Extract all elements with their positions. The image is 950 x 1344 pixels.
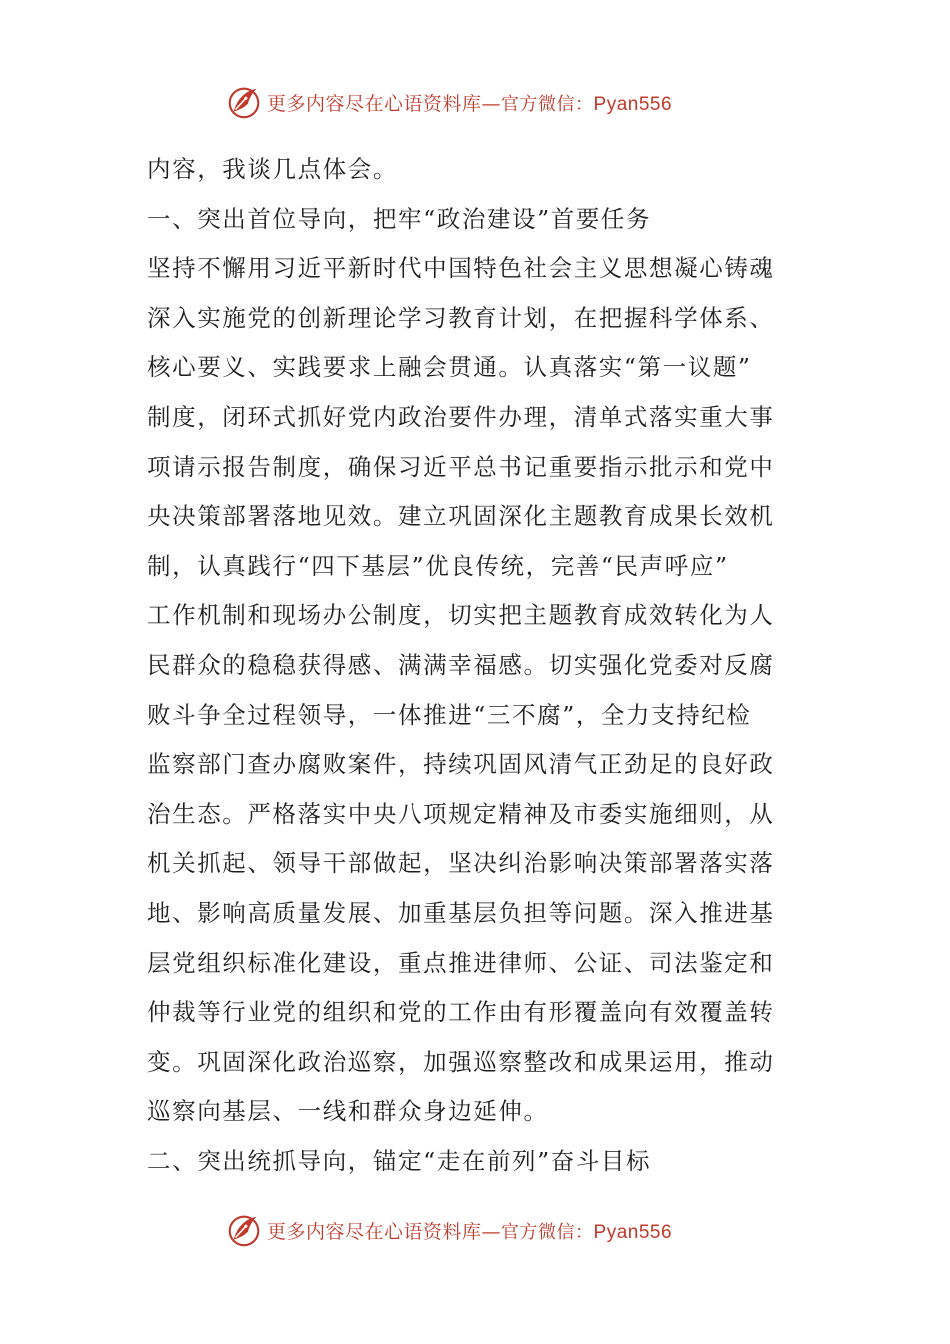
body-line: 治生态。严格落实中央八项规定精神及市委实施细则，从 [147,799,775,828]
header-banner [225,82,745,122]
section-heading-1: 一、突出首位导向，把牢“政治建设”首要任务 [147,204,652,233]
body-line: 巡察向基层、一线和群众身边延伸。 [147,1097,549,1126]
body-line: 地、影响高质量发展、加重基层负担等问题。深入推进基 [147,898,775,927]
body-line: 制度，闭环式抓好党内政治要件办理，清单式落实重大事 [147,402,775,431]
footer-wechat-label: 官方微信： [501,1221,594,1243]
header-banner-text [267,89,672,116]
section-heading-2: 二、突出统抓导向，锚定“走在前列”奋斗目标 [147,1146,652,1175]
footer-banner [225,1210,745,1250]
body-line: 仲裁等行业党的组织和党的工作由有形覆盖向有效覆盖转 [147,998,775,1027]
body-line: 内容，我谈几点体会。 [147,155,398,183]
pen-nib-logo-icon [225,83,263,121]
header-dash: — [481,92,502,115]
header-wechat-label: 官方微信： [501,93,594,115]
footer-wechat-id: Pyan556 [593,1221,673,1243]
body-line: 制，认真践行“四下基层”优良传统，完善“民声呼应” [147,551,729,580]
footer-banner-text [267,1217,672,1244]
body-line: 项请示报告制度，确保习近平总书记重要指示批示和党中 [147,452,775,481]
header-site-name: 更多内容尽在心语资料库 [267,92,482,115]
body-line: 核心要义、实践要求上融会贯通。认真落实“第一议题” [147,353,752,382]
header-wechat-id: Pyan556 [593,93,673,115]
footer-site-name: 更多内容尽在心语资料库 [267,1220,482,1243]
footer-dash: — [481,1220,502,1243]
body-line: 工作机制和现场办公制度，切实把主题教育成效转化为人 [147,601,775,630]
pen-nib-logo-icon [225,1211,263,1249]
document-body [147,145,807,1186]
body-line: 央决策部署落地见效。建立巩固深化主题教育成果长效机 [147,502,775,531]
body-line: 深入实施党的创新理论学习教育计划，在把握科学体系、 [147,303,775,332]
body-line: 机关抓起、领导干部做起，坚决纠治影响决策部署落实落 [147,849,775,878]
body-line: 败斗争全过程领导，一体推进“三不腐”，全力支持纪检 [147,700,752,729]
body-line: 变。巩固深化政治巡察，加强巡察整改和成果运用，推动 [147,1047,775,1076]
body-line: 层党组织标准化建设，重点推进律师、公证、司法鉴定和 [147,948,775,977]
body-line: 监察部门查办腐败案件，持续巩固风清气正劲足的良好政 [147,750,775,779]
body-line: 坚持不懈用习近平新时代中国特色社会主义思想凝心铸魂 [147,254,775,283]
body-line: 民群众的稳稳获得感、满满幸福感。切实强化党委对反腐 [147,650,775,679]
